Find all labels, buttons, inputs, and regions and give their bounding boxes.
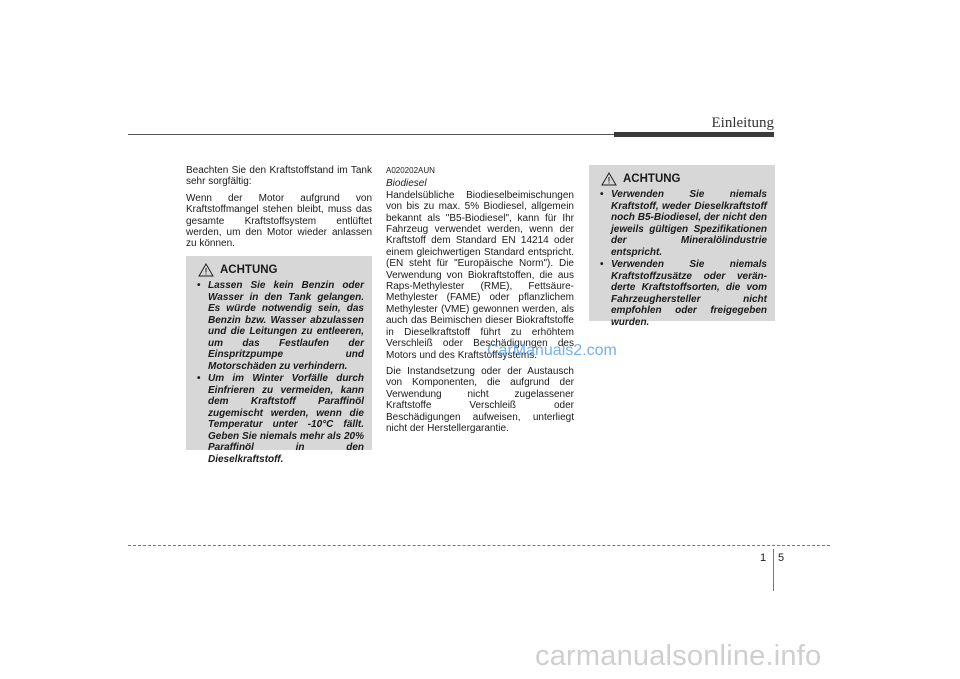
- warning-list: [194, 280, 364, 465]
- footer-dashed-rule: [128, 545, 830, 546]
- section-title: Einleitung: [711, 115, 774, 131]
- paragraph: Handelsübliche Biodieselbeimischungen von bis zu max. 5% Biodiesel, allgemein bekannt als "B5-Biodiesel", kann für Ihr Fahrzeug verwendet werden, wenn der Kraftstoff dem Standard EN 14214 oder einem gleichwertigen Standard entspricht. (EN steht für "Europäische Norm"). Die Verwendung von Biokraftstoffen, die aus Raps-Methylester (RME), Fettsäure-Methylester (FAME) oder pflanzlichem Methylester (VME) gewonnen werden, als auch das Beimischen dieser Biokraftstoffe in Dieselkraftstoff führt zu erhöhtem Verschleiß oder Beschädigungen des Motors und des Kraftstoffsystems.: [386, 189, 574, 361]
- warning-header: [597, 172, 767, 186]
- warning-title: ACHTUNG: [623, 173, 681, 185]
- subheading: Biodiesel: [386, 178, 427, 190]
- warning-item: • Lassen Sie kein Benzin oder Wasser in den Tank gelangen. Es würde notwendig sein, das Benzin bzw. Wasser abzulassen und die Leitungen zu entleeren, um das Festlaufen der Einspritzpumpe und Motorschäden zu verhindern.: [194, 280, 364, 372]
- header-rule: [128, 134, 614, 135]
- warning-item: • Verwenden Sie niemals Kraftstoff, weder Dieselkraftstoff noch B5-Biodiesel, der nicht den jeweils gültigen Spezifikationen der Mineralölindustrie entspricht.: [597, 189, 767, 258]
- warning-list: [597, 189, 767, 328]
- left-column: [186, 165, 372, 255]
- footer-watermark: carmanualsonline.info: [535, 640, 822, 672]
- middle-column: [386, 165, 574, 439]
- page-number: 5: [778, 552, 785, 564]
- warning-box-left: [186, 256, 372, 465]
- warning-header: [194, 263, 364, 277]
- paragraph: Wenn der Motor aufgrund von Kraftstoffmangel stehen bleibt, muss das gesamte Kraftstoffsystem entlüftet werden, um den Motor wieder anlassen zu können.: [186, 192, 372, 250]
- paragraph: Beachten Sie den Kraftstoffstand im Tank sehr sorgfältig:: [186, 165, 372, 188]
- paragraph: Die Instandsetzung oder der Austausch von Komponenten, die aufgrund der Verwendung nicht zugelassener Kraftstoffe Verschleiß oder Beschädigungen aufweisen, unterliegt nicht der Herstellergarantie.: [386, 365, 574, 434]
- chapter-number: 1: [760, 552, 767, 564]
- section-code: A020202AUN: [386, 166, 435, 175]
- header-rule-accent: [614, 132, 774, 137]
- warning-title: ACHTUNG: [220, 264, 278, 276]
- warning-item: • Um im Winter Vorfälle durch Einfrieren zu vermeiden, kann dem Kraftstoff Paraffinöl zugemischt werden, wenn die Temperatur unter -10°C fällt. Geben Sie niemals mehr als 20% Paraffinöl in den Dieselkraftstoff.: [194, 373, 364, 465]
- warning-box-right: [589, 165, 775, 328]
- watermark-overlay: CarManuals2.com: [487, 342, 617, 359]
- warning-triangle-icon: [601, 172, 617, 186]
- warning-triangle-icon: [198, 263, 214, 277]
- warning-item: • Verwenden Sie niemals Kraftstoffzusätze oder verän-derte Kraftstoffsorten, die vom Fahrzeughersteller nicht empfohlen oder freigegeben wurden.: [597, 259, 767, 328]
- page-number-divider: [773, 549, 774, 591]
